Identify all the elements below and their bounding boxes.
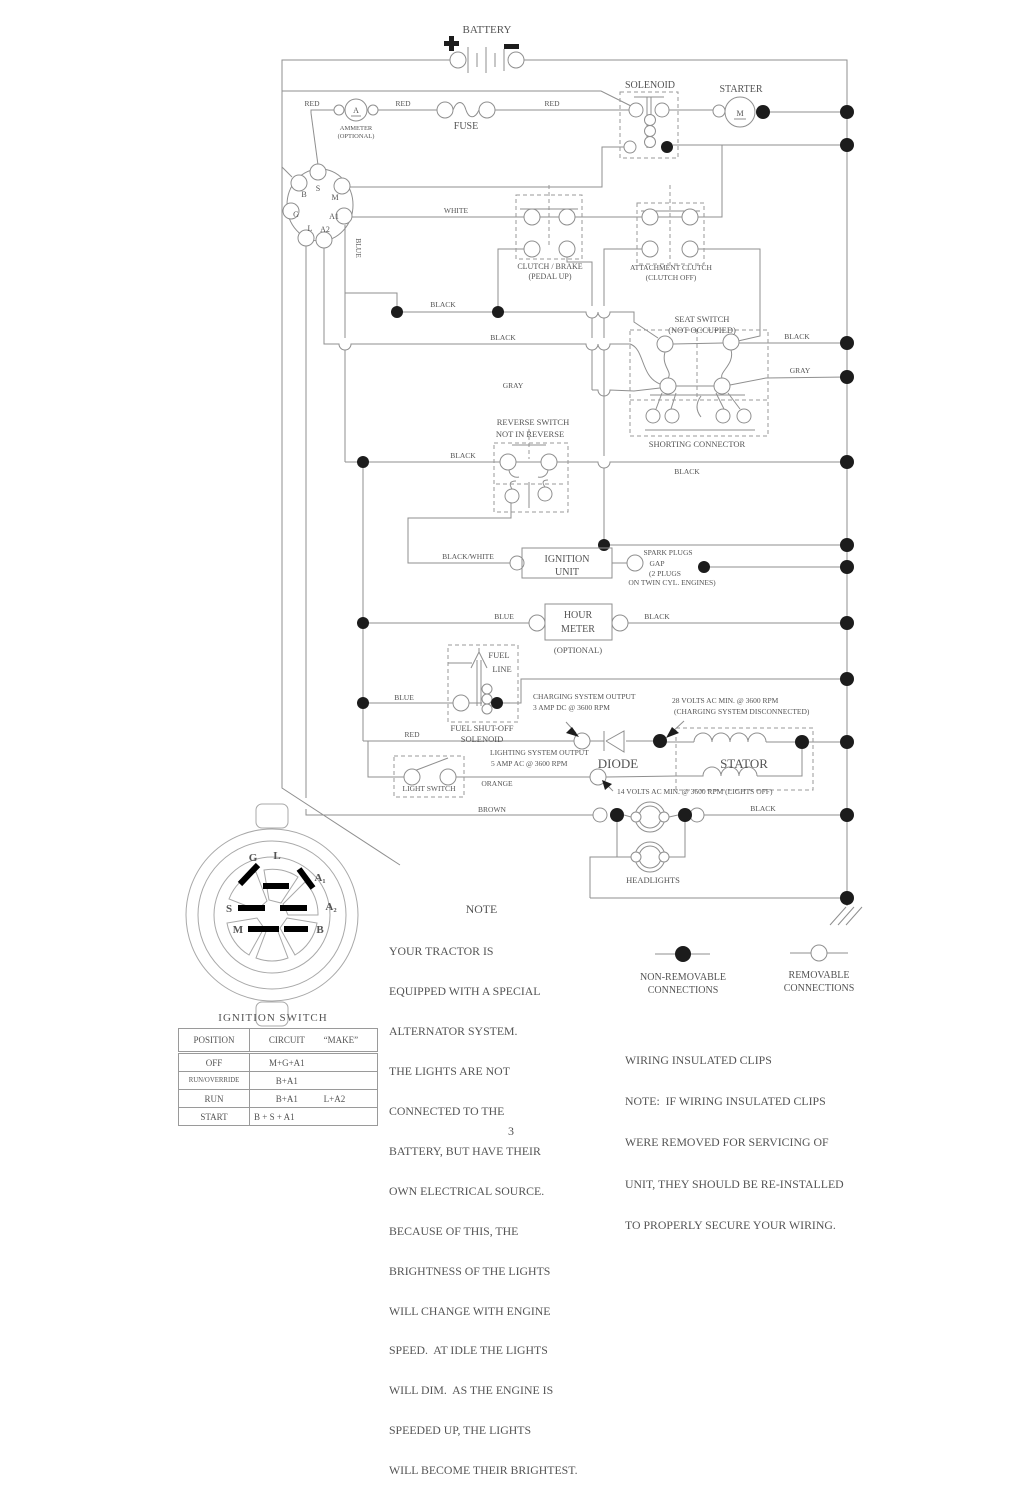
light-switch-lever: [414, 758, 448, 771]
fuel-label-2: LINE: [492, 664, 512, 674]
wire-label-blackwhite: BLACK/WHITE: [442, 552, 494, 561]
seat-switch-sub-label: (NOT OCCUPIED): [668, 325, 736, 335]
note-line: EQUIPPED WITH A SPECIAL: [389, 984, 541, 999]
table-row: [179, 1053, 378, 1072]
wire-label-blue1: BLUE: [354, 238, 363, 258]
clips-line: NOTE: IF WIRING INSULATED CLIPS: [625, 1093, 826, 1108]
clips-line: UNIT, THEY SHOULD BE RE-INSTALLED: [625, 1176, 844, 1191]
hour-meter-optional-label: (OPTIONAL): [553, 645, 603, 655]
stator-coil-top: [694, 733, 840, 742]
headlights-symbol: [631, 802, 669, 872]
connector-title: IGNITION SWITCH: [218, 1012, 328, 1024]
starter-label: STARTER: [719, 84, 763, 95]
solenoid-symbol: [624, 97, 673, 153]
ignition-switch-connector-drawing: [186, 804, 358, 1026]
ignition-unit-label-2: UNIT: [555, 567, 579, 578]
table-row: [179, 1072, 378, 1090]
starter-m-label: M: [736, 109, 744, 118]
note-line: SPEED. AT IDLE THE LIGHTS: [389, 1343, 548, 1358]
wire-label-black4: BLACK: [450, 451, 476, 460]
volts28-label-1: 28 VOLTS AC MIN. @ 3600 RPM: [672, 696, 779, 705]
wire-right-bus: [524, 60, 847, 898]
ammeter-a-label: A: [353, 106, 359, 115]
wire-label-orange: ORANGE: [481, 779, 513, 788]
ignition-switch-schematic: [283, 164, 353, 248]
terminal-a1-label: A1: [329, 212, 339, 221]
lighting-label-1: LIGHTING SYSTEM OUTPUT: [490, 748, 589, 757]
terminal-m-label: M: [331, 193, 339, 202]
wire-label-black2: BLACK: [490, 333, 516, 342]
connector-s-label: S: [225, 903, 233, 915]
reverse-switch-label: REVERSE SWITCH: [496, 417, 570, 427]
charging-label-1: CHARGING SYSTEM OUTPUT: [533, 692, 636, 701]
wire-label-black1: BLACK: [430, 300, 456, 309]
cell-circuit: M+G+A1: [269, 1057, 305, 1068]
connector-l-label: L: [273, 850, 281, 862]
col-circuit: CIRCUIT: [268, 1035, 305, 1045]
ignition-switch-table: [178, 1028, 378, 1126]
legend-nonremovable-1: NON-REMOVABLE: [640, 972, 726, 983]
ammeter-optional-label: (OPTIONAL): [337, 133, 375, 140]
reverse-switch-sub-label: NOT IN REVERSE: [495, 429, 565, 439]
fuse-label: FUSE: [453, 121, 479, 132]
charging-label-2: 3 AMP DC @ 3600 RPM: [533, 703, 610, 712]
wire-spark-out: [612, 563, 847, 567]
spark-plugs-label-1: SPARK PLUGS: [643, 548, 693, 557]
connector-a1-label: A₁: [314, 872, 326, 884]
cell-circuit: B+A1: [275, 1093, 298, 1104]
wire-label-red4: RED: [404, 730, 420, 739]
table-header-row: [179, 1029, 378, 1053]
wire-label-white: WHITE: [443, 206, 469, 215]
battery-plus-icon: [444, 36, 459, 51]
page-number: 3: [508, 1124, 514, 1138]
wire-clutch-bl: [498, 249, 524, 312]
wire-label-black5: BLACK: [674, 467, 700, 476]
note-line: WILL DIM. AS THE ENGINE IS: [389, 1383, 554, 1398]
ammeter-label: AMMETER: [339, 125, 373, 132]
reverse-switch-box: [494, 443, 568, 512]
fuel-shutoff-label-2: SOLENOID: [460, 734, 504, 744]
note-line: ALTERNATOR SYSTEM.: [389, 1024, 518, 1039]
spark-plugs-label-4: ON TWIN CYL. ENGINES): [628, 578, 716, 587]
cell-position: RUN/OVERRIDE: [179, 1072, 250, 1090]
wire-label-gray1: GRAY: [789, 366, 811, 375]
wire-label-blue2: BLUE: [494, 612, 514, 621]
headlights-label: HEADLIGHTS: [626, 875, 680, 885]
wire-label-gray2: GRAY: [502, 381, 524, 390]
terminal-a2-label: A2: [320, 225, 330, 234]
wire-charging-row: [363, 741, 694, 742]
legend-removable-1: REMOVABLE: [788, 970, 850, 981]
wire-label-black3: BLACK: [784, 332, 810, 341]
clips-line: TO PROPERLY SECURE YOUR WIRING.: [625, 1218, 836, 1233]
terminal-g-label: G: [293, 210, 299, 219]
connector-b-label: B: [316, 924, 324, 936]
wire-label-black7: BLACK: [750, 804, 776, 813]
battery-label: BATTERY: [462, 24, 512, 36]
clutch-brake-label: CLUTCH / BRAKE: [517, 262, 583, 271]
cell-position: OFF: [179, 1053, 250, 1072]
note-line: BRIGHTNESS OF THE LIGHTS: [389, 1263, 551, 1278]
attachment-clutch-label: ATTACHMENT CLUTCH: [630, 263, 712, 272]
note-line: THE LIGHTS ARE NOT: [389, 1064, 510, 1079]
note-line: SPEEDED UP, THE LIGHTS: [389, 1423, 532, 1438]
battery-symbol: [444, 36, 524, 73]
clutch-brake-sub-label: (PEDAL UP): [528, 272, 572, 281]
connector-m-label: M: [232, 924, 244, 936]
wire-brown-row: [306, 246, 847, 817]
lighting-label-2: 5 AMP AC @ 3600 RPM: [491, 759, 568, 768]
diode-label: DIODE: [597, 756, 639, 771]
wiring-clips-note: [625, 1026, 917, 1247]
terminal-s-label: S: [315, 184, 321, 193]
wire-solenoid-coil-out: [673, 145, 847, 217]
legend-removable-2: CONNECTIONS: [783, 983, 855, 994]
hour-meter-label-1: HOUR: [563, 610, 593, 621]
wire-label-blue3: BLUE: [394, 693, 414, 702]
col-position: POSITION: [179, 1029, 250, 1053]
battery-minus-icon: [504, 44, 519, 49]
ignition-unit-label-1: IGNITION: [544, 554, 590, 565]
cell-position: START: [179, 1108, 250, 1126]
clips-line: WERE REMOVED FOR SERVICING OF: [625, 1135, 829, 1150]
legend-symbols: [655, 945, 848, 962]
wire-black-row2: [324, 248, 660, 384]
wire-s-feed: [311, 113, 318, 165]
fuse-element: [453, 103, 479, 117]
fuel-shutoff-label-1: FUEL SHUT-OFF: [450, 723, 514, 733]
stator-label: STATOR: [720, 756, 768, 771]
note-line: WILL BECOME THEIR BRIGHTEST.: [389, 1463, 578, 1478]
wires: [282, 60, 862, 925]
shorting-connector-label: SHORTING CONNECTOR: [648, 439, 746, 449]
note-line: WILL CHANGE WITH ENGINE: [389, 1303, 551, 1318]
attachment-clutch-sub-label: (CLUTCH OFF): [645, 273, 697, 282]
note-line: YOUR TRACTOR IS: [389, 944, 494, 959]
wire-label-red3: RED: [544, 99, 560, 108]
cell-position: RUN: [179, 1090, 250, 1108]
volts14-label: 14 VOLTS AC MIN. @ 3600 RPM (LIGHTS OFF): [617, 787, 773, 796]
cell-make: L+A2: [323, 1093, 346, 1104]
solenoid-label: SOLENOID: [625, 80, 675, 91]
wire-attach-bl: [604, 249, 642, 548]
hour-meter-label-2: METER: [561, 624, 595, 635]
volts28-label-2: (CHARGING SYSTEM DISCONNECTED): [674, 707, 810, 716]
cell-circuit: B + S + A1: [254, 1111, 295, 1122]
note-line: BATTERY, BUT HAVE THEIR: [389, 1143, 541, 1158]
wire-m-line: [350, 147, 624, 187]
cell-circuit: B+A1: [275, 1075, 298, 1086]
light-switch-label: LIGHT SWITCH: [402, 784, 456, 793]
note-title: NOTE: [465, 901, 498, 916]
note-line: CONNECTED TO THE: [389, 1104, 505, 1119]
diode-symbol: [604, 731, 624, 752]
fuel-arrow-icon: [471, 648, 487, 668]
wire-label-brown: BROWN: [478, 805, 506, 814]
fuel-label-1: FUEL: [488, 650, 510, 660]
wire-label-red2: RED: [395, 99, 411, 108]
wire-reverse-row: [345, 462, 847, 468]
wire-seat-gray-right: [730, 377, 847, 385]
spark-plugs-label-2: GAP: [649, 559, 665, 568]
table-row: [179, 1090, 378, 1108]
connector-g-label: G: [248, 852, 258, 864]
seat-switch-label: SEAT SWITCH: [674, 314, 730, 324]
note-line: BECAUSE OF THIS, THE: [389, 1223, 519, 1238]
table-row: [179, 1108, 378, 1126]
spark-plugs-label-3: (2 PLUGS: [649, 569, 681, 578]
note-block: [389, 876, 634, 1491]
connector-a2-label: A₂: [325, 901, 337, 913]
wire-b-feed: [282, 167, 292, 177]
clips-line: WIRING INSULATED CLIPS: [625, 1052, 772, 1067]
wire-label-black6: BLACK: [644, 612, 670, 621]
terminal-l-label: L: [307, 224, 313, 233]
wire-label-red1: RED: [304, 99, 320, 108]
wire-gray-left: [592, 388, 660, 396]
col-make: “MAKE”: [323, 1035, 359, 1045]
note-line: OWN ELECTRICAL SOURCE.: [389, 1183, 545, 1198]
terminal-b-label: B: [301, 190, 307, 199]
legend-nonremovable-2: CONNECTIONS: [647, 985, 719, 996]
